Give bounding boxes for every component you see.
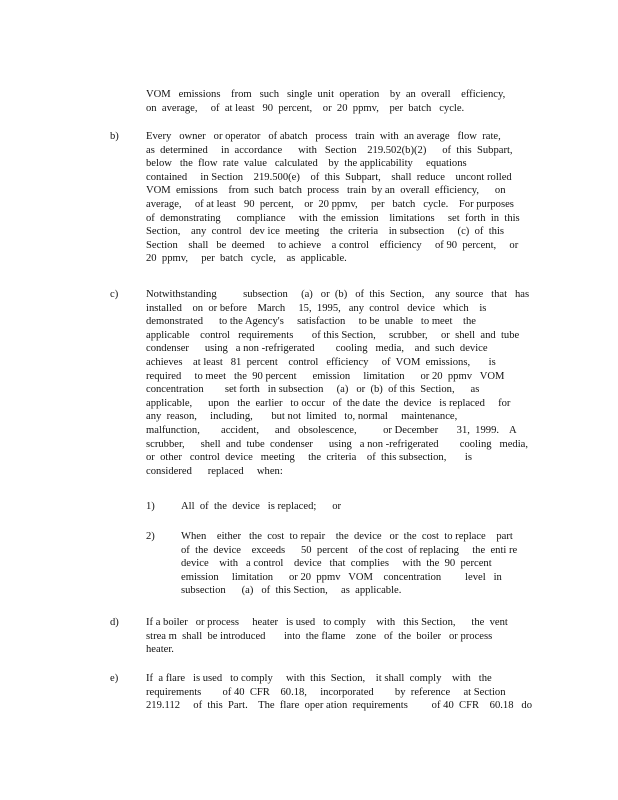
- text-line: emission limitation or 20 ppmv VOM concentration level in: [181, 571, 502, 583]
- paragraph-c-marker: c): [110, 289, 119, 300]
- text-line: VOM emissions from such single unit operation by an overall efficiency,: [146, 89, 506, 100]
- text-line: If a boiler or process heater is used to comply with this Section, the vent: [146, 617, 508, 628]
- text-line: considered replaced when:: [146, 465, 283, 477]
- text-line: strea m shall be introduced into the flame zone of the boiler or process: [146, 630, 493, 642]
- text-line: below the flow rate value calculated by the applicability equations: [146, 158, 467, 170]
- text-line: achieves at least 81 percent control efficiency of VOM emissions, is: [146, 356, 496, 368]
- text-line: VOM emissions from such batch process train by an overall efficiency, on: [146, 185, 506, 197]
- text-line: contained in Section 219.500(e) of this Subpart, shall reduce uncont rolled: [146, 171, 512, 183]
- item-1-text: [181, 500, 508, 514]
- paragraph-e-text: [146, 672, 533, 713]
- text-line: applicable, upon the earlier to occur of the date the device is replaced for: [146, 397, 511, 409]
- item-1-marker: 1): [146, 501, 155, 512]
- paragraph-b-text: [146, 130, 520, 266]
- text-line: 20 ppmv, per batch cycle, as applicable.: [146, 253, 347, 265]
- paragraph-b-marker: b): [110, 131, 119, 142]
- text-line: subsection (a) of this Section, as applicable.: [181, 585, 402, 597]
- text-line: scrubber, shell and tube condenser using a non -refrigerated cooling media,: [146, 438, 529, 450]
- text-line: or other control device meeting the criteria of this subsection, is: [146, 452, 472, 464]
- text-line: When either the cost to repair the device or the cost to replace part: [181, 531, 513, 542]
- text-line: If a flare is used to comply with this Section, it shall comply with the: [146, 673, 492, 684]
- text-line: Section shall be deemed to achieve a control efficiency of 90 percent, or: [146, 239, 519, 251]
- item-2-marker: 2): [146, 531, 155, 542]
- text-line: average, of at least 90 percent, or 20 ppmv, per batch cycle. For purposes: [146, 198, 514, 210]
- paragraph-c-text: [146, 288, 530, 478]
- text-line: requirements of 40 CFR 60.18, incorporated by reference at Section: [146, 686, 506, 698]
- continuation-text: [146, 88, 508, 115]
- text-line: Section, any control dev ice meeting the criteria in subsection (c) of this: [146, 226, 505, 238]
- paragraph-e-marker: e): [110, 673, 119, 684]
- text-line: of the device exceeds 50 percent of the cost of replacing the enti re: [181, 544, 518, 556]
- text-line: malfunction, accident, and obsolescence, or December 31, 1999. A: [146, 424, 517, 436]
- text-line: device with a control device that complies with the 90 percent: [181, 558, 492, 570]
- text-line: installed on or before March 15, 1995, any control device which is: [146, 302, 487, 314]
- text-line: heater.: [146, 644, 174, 656]
- text-line: demonstrated to the Agency's satisfaction to be unable to meet the: [146, 316, 476, 328]
- text-line: Every owner or operator of abatch process train with an average flow rate,: [146, 131, 501, 142]
- text-line: required to meet the 90 percent emission limitation or 20 ppmv VOM: [146, 370, 505, 382]
- text-line: of demonstrating compliance with the emission limitations set forth in this: [146, 212, 520, 224]
- text-line: Notwithstanding subsection (a) or (b) of this Section, any source that has: [146, 289, 530, 300]
- text-line: concentration set forth in subsection (a) or (b) of this Section, as: [146, 384, 480, 396]
- item-2-text: [181, 530, 518, 598]
- text-line: any reason, including, but not limited to, normal maintenance,: [146, 411, 458, 423]
- text-line: applicable control requirements of this Section, scrubber, or shell and tube: [146, 329, 520, 341]
- text-line: as determined in accordance with Section 219.502(b)(2) of this Subpart,: [146, 144, 513, 156]
- text-line: All of the device is replaced; or: [181, 501, 342, 512]
- text-line: on average, of at least 90 percent, or 20 ppmv, per batch cycle.: [146, 102, 465, 114]
- text-line: condenser using a non -refrigerated cooling media, and such device: [146, 343, 488, 355]
- text-line: 219.112 of this Part. The flare oper ation requirements of 40 CFR 60.18 do: [146, 700, 533, 712]
- paragraph-d-text: [146, 616, 508, 657]
- paragraph-d-marker: d): [110, 617, 119, 628]
